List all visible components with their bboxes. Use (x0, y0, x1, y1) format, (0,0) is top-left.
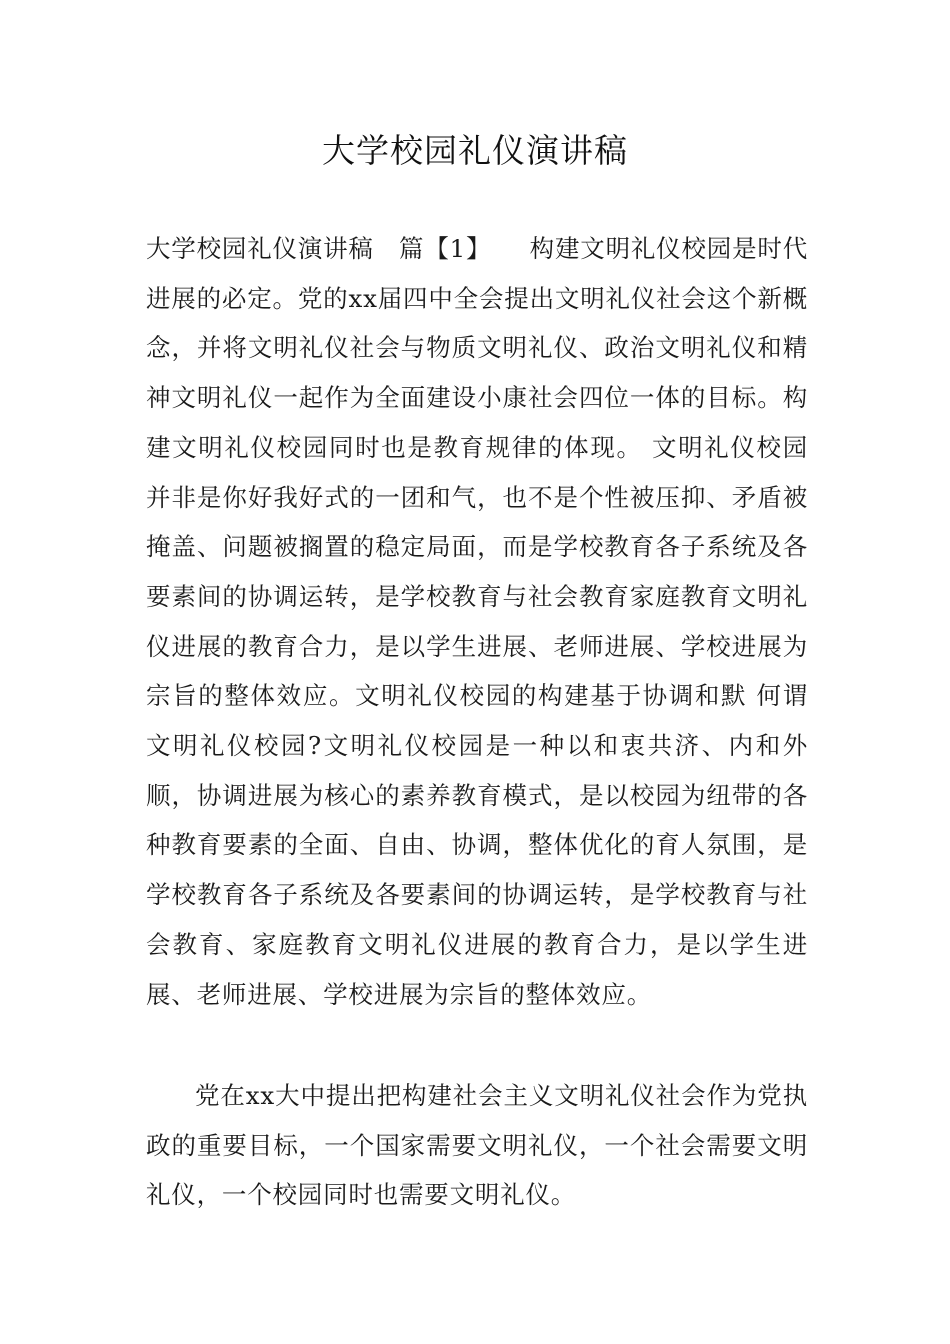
body-paragraph-1: 大学校园礼仪演讲稿 篇【1】 构建文明礼仪校园是时代进展的必定。党的xx届四中全会提出文明礼仪社会这个新概念，并将文明礼仪社会与物质文明礼仪、政治文明礼仪和精神文明礼仪一起作为全面建设小康社会四位一体的目标。构建文明礼仪校园同时也是教育规律的体现。 文明礼仪校园并非是你好我好式的一团和气，也不是个性被压抑、矛盾被掩盖、问题被搁置的稳定局面，而是学校教育各子系统及各要素间的协调运转，是学校教育与社会教育家庭教育文明礼仪进展的教育合力，是以学生进展、老师进展、学校进展为宗旨的整体效应。文明礼仪校园的构建基于协调和默 何谓文明礼仪校园?文明礼仪校园是一种以和衷共济、内和外顺，协调进展为核心的素养教育模式，是以校园为纽带的各种教育要素的全面、自由、协调，整体优化的育人氛围，是学校教育各子系统及各要素间的协调运转，是学校教育与社会教育、家庭教育文明礼仪进展的教育合力，是以学生进展、老师进展、学校进展为宗旨的整体效应。 (146, 234, 808, 1009)
body-paragraph-2: 党在xx大中提出把构建社会主义文明礼仪社会作为党执政的重要目标，一个国家需要文明礼仪，一个社会需要文明礼仪，一个校园同时也需要文明礼仪。 (146, 1081, 808, 1210)
document-title: 大学校园礼仪演讲稿 (322, 131, 628, 170)
